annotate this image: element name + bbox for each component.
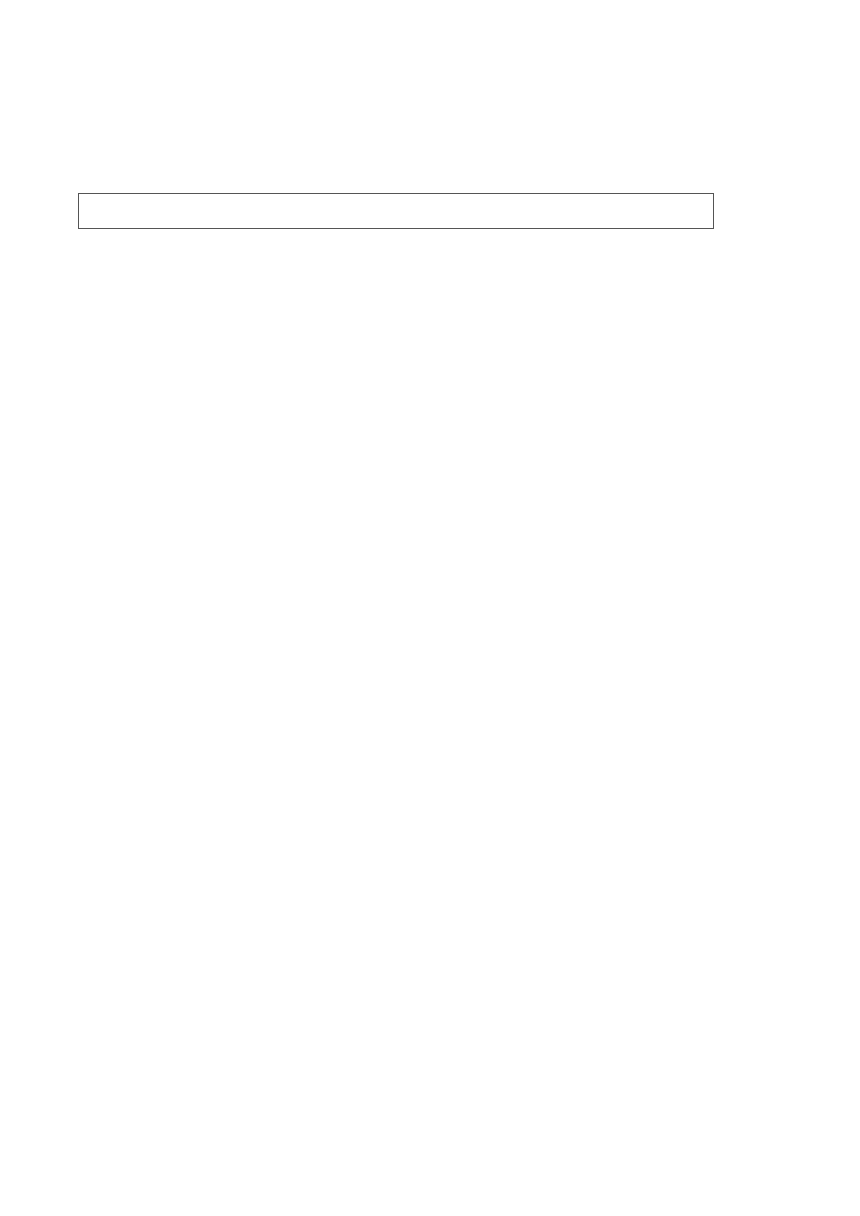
word-bank-box bbox=[78, 193, 714, 229]
